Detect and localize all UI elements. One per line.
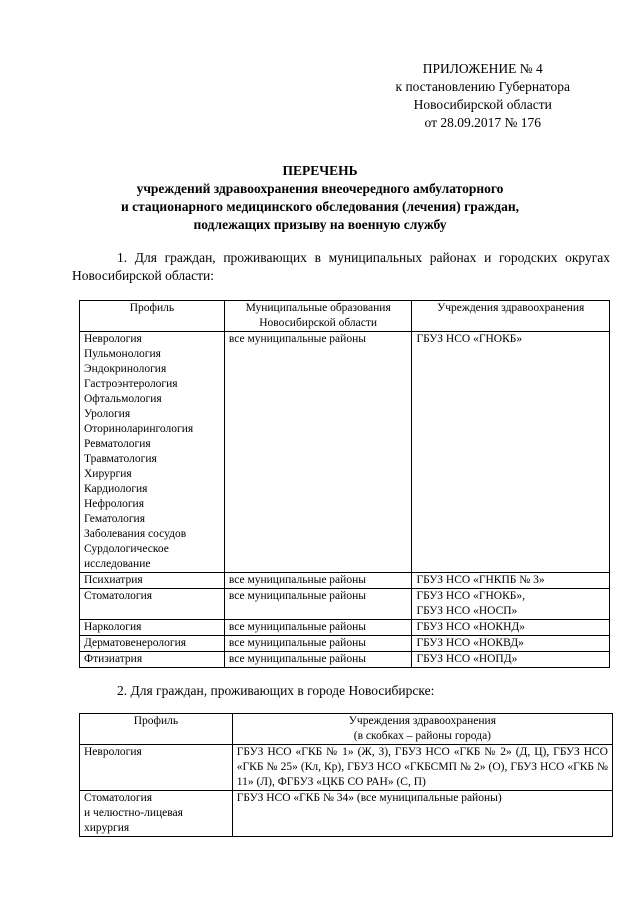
profile-list-cell xyxy=(80,332,225,573)
profile-cell: Стоматология xyxy=(80,589,225,620)
municipal-cell: все муниципальные районы xyxy=(224,652,412,668)
institution-cell: ГБУЗ НСО «НОКНД» xyxy=(412,620,610,636)
profile-line: хирургия xyxy=(84,822,130,834)
table-row xyxy=(80,573,610,589)
header-institutions-note: (в скобках – районы города) xyxy=(353,730,492,742)
municipal-cell: все муниципальные районы xyxy=(224,573,412,589)
municipal-cell: все муниципальные районы xyxy=(224,589,412,620)
profile-item: Нефрология xyxy=(84,498,144,510)
profile-item: Хирургия xyxy=(84,468,132,480)
heading-title: ПЕРЕЧЕНЬ xyxy=(282,163,358,178)
header-municipal: Муниципальные образования Новосибирской области xyxy=(224,301,412,332)
profile-cell: Дерматовенерология xyxy=(80,636,225,652)
table-regions xyxy=(79,300,610,668)
appendix-date: от 28.09.2017 № 176 xyxy=(424,115,541,130)
table-row xyxy=(80,652,610,668)
profile-item: Заболевания сосудов xyxy=(84,528,187,540)
header-profile: Профиль xyxy=(80,714,233,745)
profile-item: Урология xyxy=(84,408,131,420)
profile-item: Травматология xyxy=(84,453,157,465)
table-row xyxy=(80,589,610,620)
profile-cell: Психиатрия xyxy=(80,573,225,589)
institution-cell: ГБУЗ НСО «ГКБ № 1» (Ж, З), ГБУЗ НСО «ГКБ № 2» (Д, Ц), ГБУЗ НСО «ГКБ № 25» (Кл, Кр), ГБУЗ НСО «ГКБСМП № 2» (О), ГБУЗ НСО «ГКБ № 11» (Л), ФГБУЗ «ЦКБ СО РАН» (С, П) xyxy=(232,745,612,791)
municipal-cell: все муниципальные районы xyxy=(224,620,412,636)
header-institutions xyxy=(232,714,612,745)
header-institutions: Учреждения здравоохранения xyxy=(412,301,610,332)
profile-item: Неврология xyxy=(84,333,142,345)
profile-item: Офтальмология xyxy=(84,393,162,405)
profile-cell xyxy=(80,791,233,837)
heading-line-4: подлежащих призыву на военную службу xyxy=(193,217,447,232)
profile-item: Эндокринология xyxy=(84,363,167,375)
institution-cell: ГБУЗ НСО «НОКВД» xyxy=(412,636,610,652)
profile-item: Ревматология xyxy=(84,438,151,450)
institution-cell: ГБУЗ НСО «ГКБ № 34» (все муниципальные районы) xyxy=(232,791,612,837)
municipal-cell: все муниципальные районы xyxy=(224,636,412,652)
institution-cell: ГБУЗ НСО «НОПД» xyxy=(412,652,610,668)
profile-item: Гематология xyxy=(84,513,146,525)
heading-line-2: учреждений здравоохранения внеочередного амбулаторного xyxy=(136,181,504,196)
table-city xyxy=(79,713,613,837)
profile-cell: Неврология xyxy=(80,745,233,791)
section-2-text: 2. Для граждан, проживающих в городе Новосибирске: xyxy=(117,683,435,698)
appendix-block xyxy=(396,60,570,132)
profile-line: Стоматология xyxy=(84,792,153,804)
profile-item: Сурдологическое исследование xyxy=(84,543,169,570)
header-institutions-line: Учреждения здравоохранения xyxy=(348,715,496,727)
appendix-number: ПРИЛОЖЕНИЕ № 4 xyxy=(422,61,543,76)
profile-item: Оториноларингология xyxy=(84,423,194,435)
municipal-cell: все муниципальные районы xyxy=(224,332,412,573)
profile-item: Гастроэнтерология xyxy=(84,378,178,390)
profile-item: Пульмонология xyxy=(84,348,161,360)
profile-cell: Наркология xyxy=(80,620,225,636)
table-header-row xyxy=(80,714,613,745)
section-1-text: 1. Для граждан, проживающих в муниципальных районах и городских округах Новосибирской области: xyxy=(72,250,610,283)
institution-line: ГБУЗ НСО «НОСП» xyxy=(416,605,518,617)
profile-item: Кардиология xyxy=(84,483,148,495)
heading-line-3: и стационарного медицинского обследования (лечения) граждан, xyxy=(120,199,520,214)
header-profile: Профиль xyxy=(80,301,225,332)
table-header-row xyxy=(80,301,610,332)
appendix-region: Новосибирской области xyxy=(413,97,552,112)
table-row xyxy=(80,620,610,636)
table-row xyxy=(80,745,613,791)
institution-cell xyxy=(412,589,610,620)
profile-cell: Фтизиатрия xyxy=(80,652,225,668)
appendix-ref: к постановлению Губернатора xyxy=(395,79,570,94)
institution-cell: ГБУЗ НСО «ГНОКБ» xyxy=(412,332,610,573)
table-row xyxy=(80,636,610,652)
profile-line: и челюстно-лицевая xyxy=(84,807,183,819)
table-row xyxy=(80,332,610,573)
institution-cell: ГБУЗ НСО «ГНКПБ № 3» xyxy=(412,573,610,589)
document-heading xyxy=(0,162,640,234)
table-row xyxy=(80,791,613,837)
institution-line: ГБУЗ НСО «ГНОКБ», xyxy=(416,590,525,602)
